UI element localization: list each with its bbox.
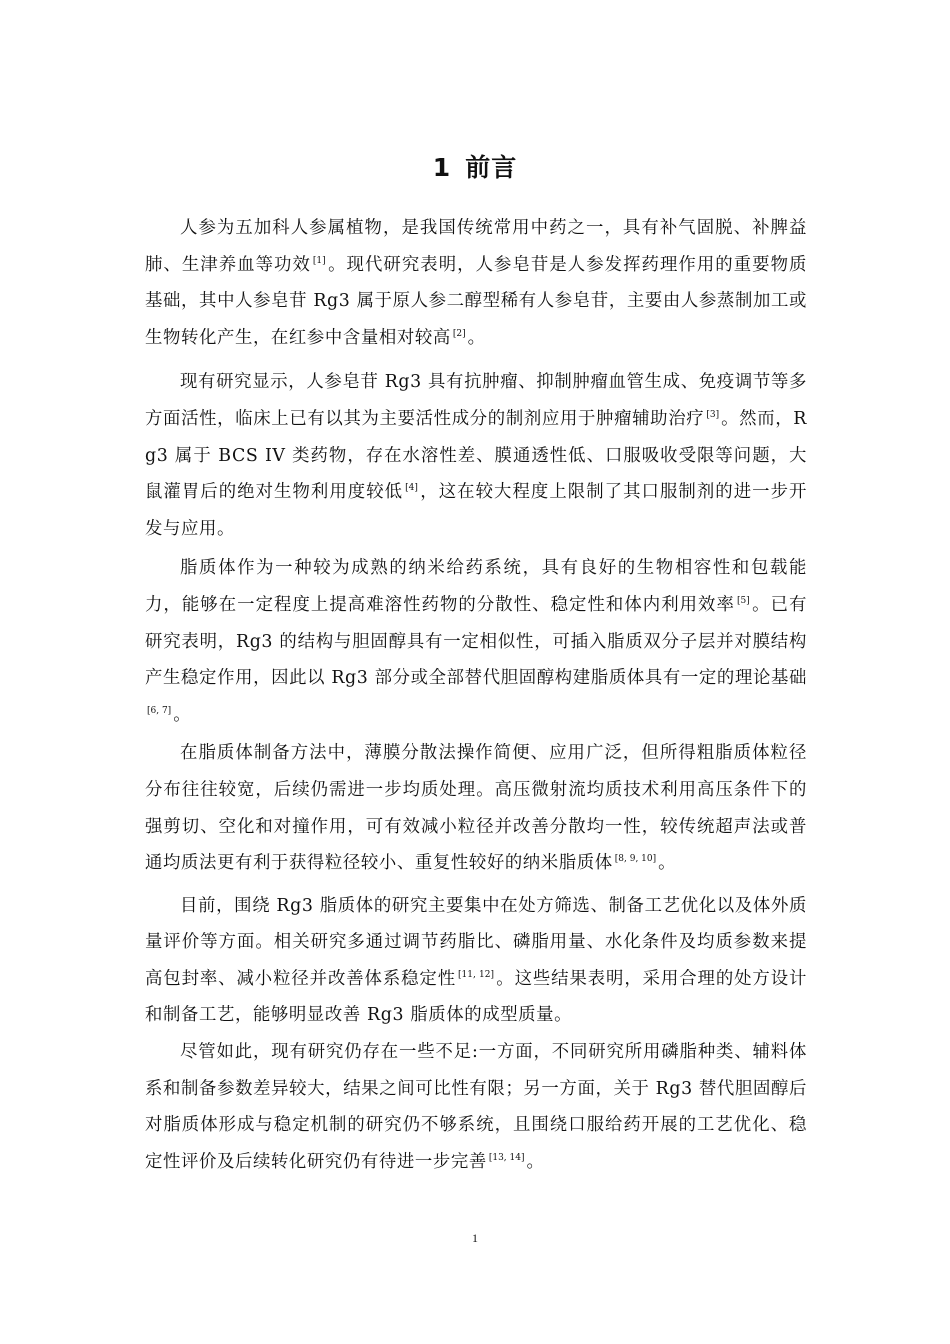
- paragraph-text: 尽管如此，现有研究仍存在一些不足:一方面，不同研究所用磷脂种类、辅料体系和制备参数差异较大，结果之间可比性有限；另一方面，关于 Rg3 替代胆固醇后对脂质体形成与稳定机制的研究仍不够系统，且围绕口服给药开展的工艺优化、稳定性评价及后续转化研究仍有待进一步完善: [145, 1042, 807, 1172]
- citation-ref: [8, 9, 10]: [614, 854, 657, 865]
- body-paragraph: [145, 364, 807, 547]
- paragraph-text: 。已有研究表明，Rg3 的结构与胆固醇具有一定相似性，可插入脂质双分子层并对膜结构产生稳定作用，因此以 Rg3 部分或全部替代胆固醇构建脂质体具有一定的理论基础: [145, 594, 807, 689]
- body-paragraph: [145, 735, 807, 881]
- paragraph-text: 。这些结果表明，采用合理的处方设计和制备工艺，能够明显改善 Rg3 脂质体的成型质量。: [145, 968, 808, 1026]
- paragraph-text: 在脂质体制备方法中，薄膜分散法操作简便、应用广泛，但所得粗脂质体粒径分布往往较宽，后续仍需进一步均质处理。高压微射流均质技术利用高压条件下的强剪切、空化和对撞作用，可有效减小粒径并改善分散均一性，较传统超声法或普通均质法更有利于获得粒径较小、重复性较好的纳米脂质体: [145, 743, 807, 874]
- body-paragraph: [145, 888, 807, 1034]
- citation-ref: [3]: [706, 410, 720, 421]
- citation-ref: [4]: [405, 483, 418, 494]
- paragraph-text: 目前，围绕 Rg3 脂质体的研究主要集中在处方筛选、制备工艺优化以及体外质量评价等方面。相关研究多通过调节药脂比、磷脂用量、水化条件及均质参数来提高包封率、减小粒径并改善体系稳定性: [145, 895, 807, 989]
- body-paragraph: [145, 210, 807, 356]
- citation-ref: [6, 7]: [147, 705, 172, 716]
- page-number: 1: [472, 1231, 478, 1245]
- body-paragraph: [145, 550, 807, 733]
- citation-ref: [13, 14]: [488, 1153, 525, 1164]
- section-number: 1: [432, 153, 452, 182]
- paragraph-text: 。: [526, 1151, 545, 1172]
- paragraph-text: 。现代研究表明，人参皂苷是人参发挥药理作用的重要物质基础，其中人参皂苷 Rg3 属于原人参二醇型稀有人参皂苷，主要由人参蒸制加工或生物转化产生，在红参中含量相对较高: [145, 254, 807, 348]
- paragraph-text: 。: [467, 327, 486, 348]
- citation-ref: [2]: [452, 328, 466, 339]
- paragraph-text: 。然而，Rg3 属于 BCS IV 类药物，存在水溶性差、膜通透性低、口服吸收受限等问题，大鼠灌胃后的绝对生物利用度较低: [145, 408, 807, 503]
- citation-ref: [1]: [312, 255, 326, 266]
- paragraph-text: 。: [173, 704, 192, 725]
- section-heading: [0, 150, 950, 186]
- section-title: 前言: [465, 153, 518, 182]
- paragraph-text: 脂质体作为一种较为成熟的纳米给药系统，具有良好的生物相容性和包载能力，能够在一定程度上提高难溶性药物的分散性、稳定性和体内利用效率: [145, 558, 807, 615]
- paragraph-text: 。: [658, 853, 677, 874]
- citation-ref: [11, 12]: [458, 970, 494, 981]
- paragraph-text: 现有研究显示，人参皂苷 Rg3 具有抗肿瘤、抑制肿瘤血管生成、免疫调节等多方面活性，临床上已有以其为主要活性成分的制剂应用于肿瘤辅助治疗: [145, 372, 807, 429]
- paragraph-text: 人参为五加科人参属植物，是我国传统常用中药之一，具有补气固脱、补脾益肺、生津养血等功效: [145, 218, 807, 275]
- body-paragraph: [145, 1034, 807, 1180]
- citation-ref: [5]: [736, 596, 750, 607]
- paragraph-text: ，这在较大程度上限制了其口服制剂的进一步开发与应用。: [145, 482, 808, 539]
- body-text: [145, 210, 807, 1180]
